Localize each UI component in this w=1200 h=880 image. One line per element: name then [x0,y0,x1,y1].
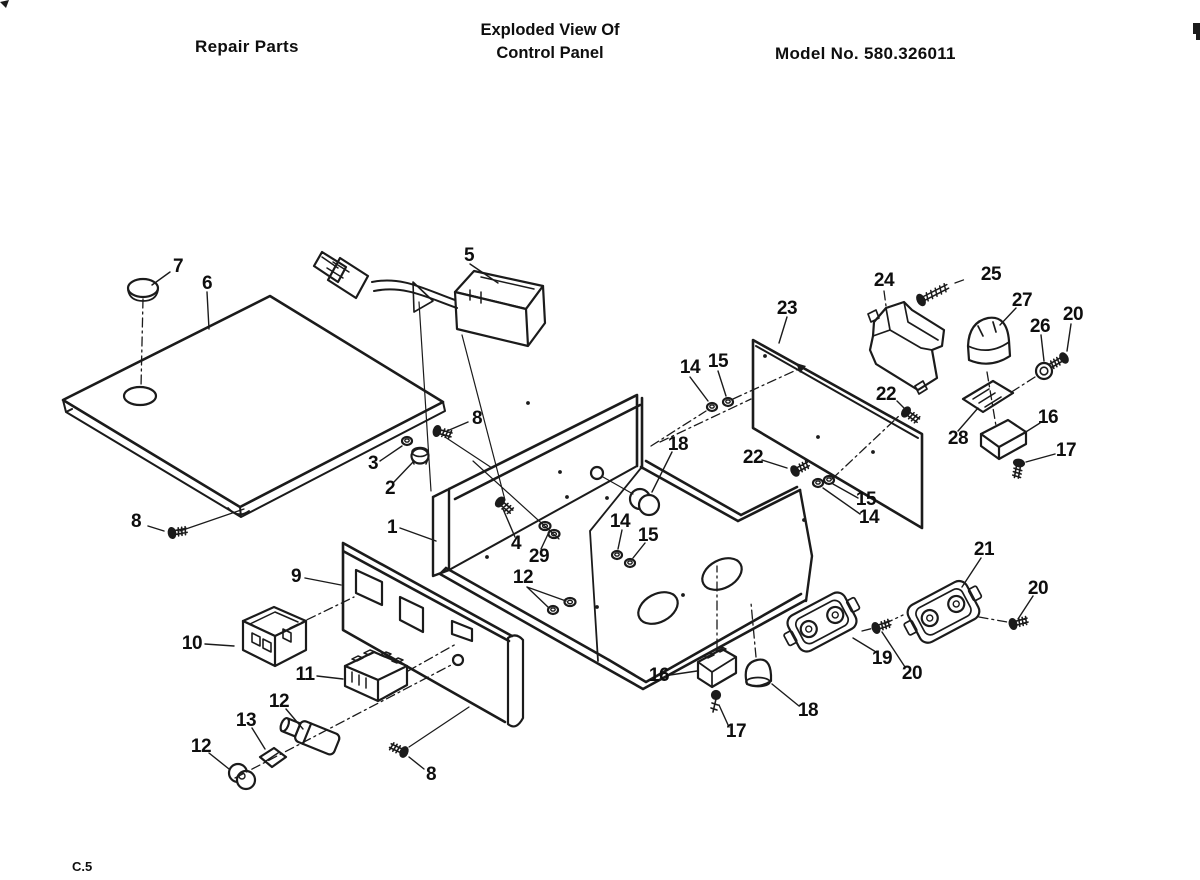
callout-19: 19 [871,648,893,669]
callout-14: 14 [679,357,701,378]
receptacle-10 [243,607,306,666]
callout-3: 3 [367,453,379,474]
nut-12 [548,606,558,614]
outlet-cutout-right [697,552,747,596]
control-panel-housing [433,395,812,689]
screw-17-bottom [711,691,720,712]
screw-8-top [433,425,453,439]
circuit-breaker [868,302,944,394]
nut-14-upper [707,403,717,411]
callout-8: 8 [471,408,483,429]
callout-16: 16 [648,665,670,686]
page-title-line2: Control Panel [496,44,604,62]
grommet-18 [630,489,659,515]
nut-15-upper [723,398,733,406]
grommet-hole [591,467,603,479]
screw-22-right [901,406,922,425]
callout-4: 4 [510,533,522,554]
screw-22-left [790,460,811,477]
callout-25: 25 [980,264,1002,285]
callout-7: 7 [172,256,184,277]
callout-14: 14 [609,511,631,532]
bracket-28 [963,381,1013,412]
callout-11: 11 [295,664,315,685]
switch-16-right [981,420,1026,459]
callout-13: 13 [235,710,257,731]
callout-23: 23 [776,298,798,319]
page-title-line1: Exploded View Of [480,21,620,39]
panel-cutout-1 [356,570,382,605]
nut-26 [1036,363,1052,379]
callout-15: 15 [637,525,659,546]
callout-1: 1 [386,517,398,538]
rubber-boot-27 [968,318,1010,364]
callout-17: 17 [1055,440,1077,461]
connector-plug [314,252,368,298]
screw-25 [916,281,951,306]
callout-18: 18 [797,700,819,721]
nut-3 [402,437,412,445]
callout-20: 20 [901,663,923,684]
cover-cap [128,279,158,301]
page-code: C.5 [72,859,93,874]
callout-14: 14 [858,507,880,528]
callout-15: 15 [855,489,877,510]
callout-15: 15 [707,351,729,372]
callout-12: 12 [190,736,212,757]
section-title: Repair Parts [195,37,299,56]
module-box [455,271,545,346]
callout-24: 24 [873,270,895,291]
callout-2: 2 [384,478,396,499]
callout-8: 8 [425,764,437,785]
callout-20: 20 [1027,578,1049,599]
callout-26: 26 [1029,316,1051,337]
scan-mark-top-right [1193,23,1200,40]
callout-17: 17 [725,721,747,742]
panel-cutout-2 [400,597,423,632]
cable [314,252,457,312]
rubber-boot-18 [746,660,771,687]
callout-9: 9 [290,566,302,587]
nut-14-mid [612,551,622,559]
screw-17-right [1011,459,1024,479]
callout-28: 28 [947,428,969,449]
screw-8-bottom [388,741,409,758]
callout-16: 16 [1037,407,1059,428]
nut-15-mid [625,559,635,567]
callout-22: 22 [742,447,764,468]
callout-5: 5 [463,245,475,266]
callout-8: 8 [130,511,142,532]
callout-20: 20 [1062,304,1084,325]
callout-22: 22 [875,384,897,405]
screw-20-topright [1049,352,1070,370]
screw-20-mid [871,618,892,634]
callout-12: 12 [268,691,290,712]
callout-12: 12 [512,567,534,588]
callout-18: 18 [667,434,689,455]
screw-8-cover [168,525,188,538]
washer-12 [565,598,576,606]
nut-14-right [824,476,834,484]
outlet-cutout-left [633,586,683,630]
nut-15-right [813,479,823,487]
receptacle-21 [897,574,989,650]
lamp-holder-12 [277,713,340,756]
callout-10: 10 [181,633,203,654]
callout-27: 27 [1011,290,1033,311]
switch-11 [345,650,407,701]
panel-cutout-3 [452,621,472,641]
callout-21: 21 [973,539,995,560]
callout-29: 29 [528,546,550,567]
scan-mark-top-left [0,0,9,8]
receptacle-19 [777,586,866,659]
callout-6: 6 [201,273,213,294]
knob-12 [229,764,255,789]
switch-16-bottom [698,647,736,687]
model-number: Model No. 580.326011 [775,44,956,63]
